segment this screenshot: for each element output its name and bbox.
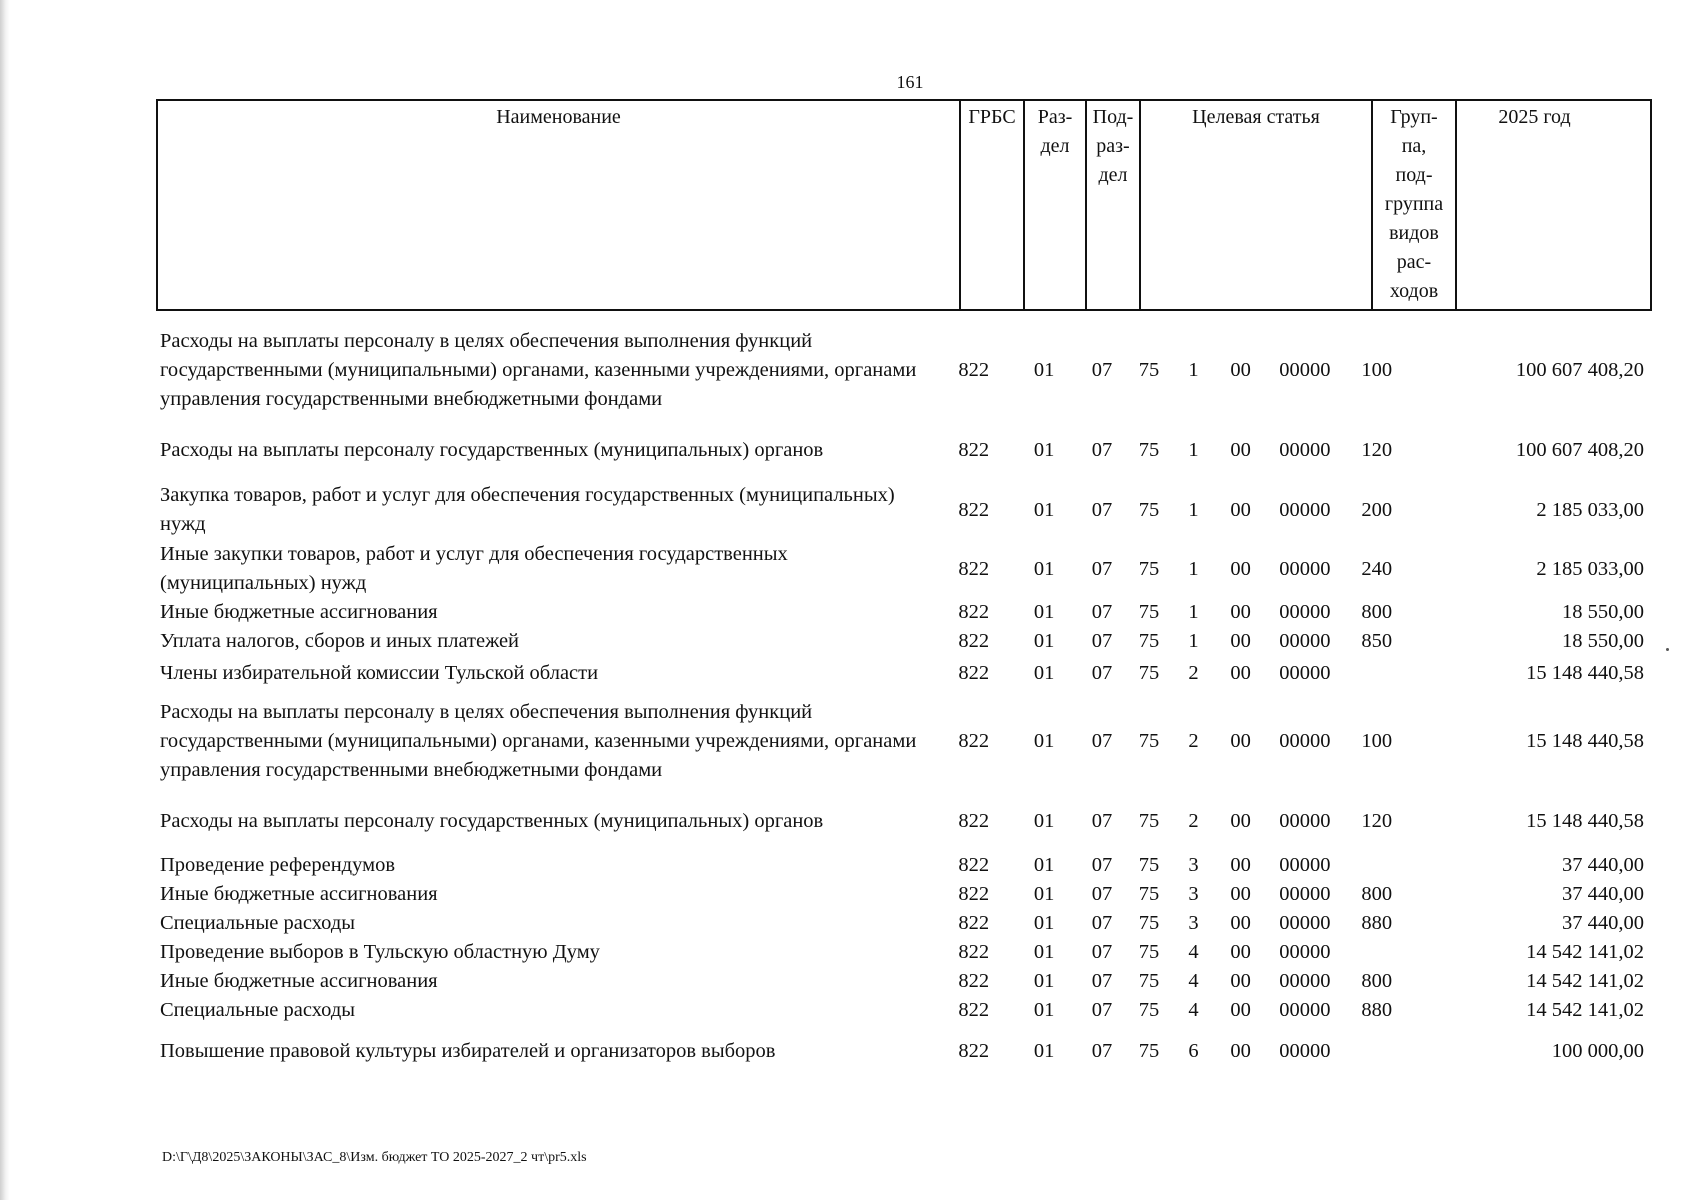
row-target-direction: 00000 — [1279, 854, 1331, 876]
row-name: Иные закупки товаров, работ и услуг для обеспечения государственных (муниципальных) нужд — [160, 543, 788, 594]
row-grbs: 822 — [958, 662, 990, 684]
header-grbs: ГРБС — [960, 100, 1024, 310]
row-target-main: 00 — [1230, 557, 1251, 580]
row-razdel: 01 — [1033, 662, 1055, 684]
row-amount: 14 542 141,02 — [1526, 970, 1644, 992]
table-row — [156, 880, 1656, 909]
row-target-subprogram: 4 — [1188, 999, 1199, 1021]
row-grbs: 822 — [958, 729, 990, 752]
row-target-subprogram: 1 — [1188, 438, 1199, 461]
table-row — [156, 791, 1656, 851]
row-grbs: 822 — [958, 912, 990, 934]
row-podrazdel: 07 — [1091, 729, 1113, 752]
row-target-main: 00 — [1230, 1039, 1251, 1062]
row-target-main: 00 — [1230, 438, 1251, 461]
row-name: Иные бюджетные ассигнования — [160, 883, 438, 905]
row-target-program: 75 — [1138, 630, 1160, 652]
scan-edge — [0, 0, 10, 1200]
row-name: Повышение правовой культуры избирателей и организаторов выборов — [160, 1039, 776, 1062]
row-vid: 200 — [1361, 498, 1393, 521]
row-vid: 800 — [1361, 970, 1393, 992]
row-target-direction: 00000 — [1279, 557, 1331, 580]
row-target-subprogram: 1 — [1188, 630, 1199, 652]
row-grbs: 822 — [958, 498, 990, 521]
row-name: Расходы на выплаты персоналу государственных (муниципальных) органов — [160, 438, 824, 461]
row-podrazdel: 07 — [1091, 557, 1113, 580]
row-target-main: 00 — [1230, 358, 1251, 381]
row-target-program: 75 — [1138, 912, 1160, 934]
row-target-main: 00 — [1230, 999, 1251, 1021]
row-target-main: 00 — [1230, 498, 1251, 521]
row-target-main: 00 — [1230, 662, 1251, 684]
row-podrazdel: 07 — [1091, 970, 1113, 992]
footer-file-path: D:\Г\Д8\2025\ЗАКОНЫ\ЗАС_8\Изм. бюджет ТО 2025-2027_2 чт\pr5.xls — [162, 1150, 587, 1165]
row-target-direction: 00000 — [1279, 809, 1331, 832]
row-name: Проведение выборов в Тульскую областную Думу — [160, 941, 600, 963]
row-target-direction: 00000 — [1279, 941, 1331, 963]
row-target-subprogram: 2 — [1188, 809, 1199, 832]
row-grbs: 822 — [958, 601, 990, 623]
row-target-direction: 00000 — [1279, 438, 1331, 461]
row-razdel: 01 — [1033, 809, 1055, 832]
row-vid: 100 — [1361, 358, 1393, 381]
row-target-subprogram: 1 — [1188, 601, 1199, 623]
table-row — [156, 938, 1656, 967]
table-row — [156, 851, 1656, 880]
table-row — [156, 420, 1656, 480]
table-row — [156, 691, 1656, 791]
row-podrazdel: 07 — [1091, 630, 1113, 652]
row-name: Расходы на выплаты персоналу государственных (муниципальных) органов — [160, 809, 824, 832]
row-grbs: 822 — [958, 557, 990, 580]
row-target-program: 75 — [1138, 809, 1160, 832]
row-amount: 100 000,00 — [1551, 1039, 1644, 1062]
table-row — [156, 1025, 1656, 1077]
row-name: Члены избирательной комиссии Тульской области — [160, 662, 599, 684]
row-amount: 14 542 141,02 — [1526, 941, 1644, 963]
row-amount: 15 148 440,58 — [1526, 809, 1644, 832]
row-target-main: 00 — [1230, 970, 1251, 992]
row-grbs: 822 — [958, 809, 990, 832]
row-grbs: 822 — [958, 999, 990, 1021]
row-name: Специальные расходы — [160, 912, 356, 934]
row-amount: 14 542 141,02 — [1526, 999, 1644, 1021]
row-grbs: 822 — [958, 1039, 990, 1062]
row-target-direction: 00000 — [1279, 1039, 1331, 1062]
row-grbs: 822 — [958, 854, 990, 876]
row-amount: 100 607 408,20 — [1515, 358, 1644, 381]
row-podrazdel: 07 — [1091, 662, 1113, 684]
table-row — [156, 967, 1656, 996]
row-vid: 880 — [1361, 999, 1393, 1021]
row-target-subprogram: 4 — [1188, 970, 1199, 992]
row-name: Расходы на выплаты персоналу в целях обеспечения выполнения функций государственными (муниципальными) органами, казенными учреждениями, органами управления государственными внебюджетными фондами — [160, 700, 917, 781]
row-target-direction: 00000 — [1279, 970, 1331, 992]
row-grbs: 822 — [958, 883, 990, 905]
row-grbs: 822 — [958, 438, 990, 461]
row-podrazdel: 07 — [1091, 438, 1113, 461]
row-razdel: 01 — [1033, 1039, 1055, 1062]
row-target-program: 75 — [1138, 358, 1160, 381]
row-podrazdel: 07 — [1091, 912, 1113, 934]
row-target-direction: 00000 — [1279, 883, 1331, 905]
header-target: Целевая статья — [1140, 100, 1372, 310]
table-row — [156, 320, 1656, 420]
row-target-direction: 00000 — [1279, 912, 1331, 934]
row-podrazdel: 07 — [1091, 854, 1113, 876]
row-target-subprogram: 3 — [1188, 883, 1199, 905]
row-vid: 100 — [1361, 729, 1393, 752]
row-target-program: 75 — [1138, 970, 1160, 992]
row-target-subprogram: 2 — [1188, 729, 1199, 752]
row-target-direction: 00000 — [1279, 498, 1331, 521]
row-amount: 18 550,00 — [1562, 630, 1644, 652]
row-amount: 37 440,00 — [1562, 854, 1644, 876]
row-amount: 2 185 033,00 — [1536, 498, 1644, 521]
row-name: Расходы на выплаты персоналу в целях обеспечения выполнения функций государственными (муниципальными) органами, казенными учреждениями, органами управления государственными внебюджетными фондами — [160, 329, 917, 410]
row-amount: 15 148 440,58 — [1526, 729, 1644, 752]
row-target-program: 75 — [1138, 1039, 1160, 1062]
row-name: Уплата налогов, сборов и иных платежей — [160, 630, 520, 652]
row-razdel: 01 — [1033, 883, 1055, 905]
row-amount: 37 440,00 — [1562, 883, 1644, 905]
scan-speck — [1666, 648, 1669, 651]
row-razdel: 01 — [1033, 970, 1055, 992]
row-name: Специальные расходы — [160, 999, 356, 1021]
row-vid: 240 — [1361, 557, 1393, 580]
page-number: 161 — [896, 72, 924, 92]
row-target-program: 75 — [1138, 999, 1160, 1021]
row-amount: 18 550,00 — [1562, 601, 1644, 623]
row-target-direction: 00000 — [1279, 662, 1331, 684]
row-target-program: 75 — [1138, 438, 1160, 461]
row-razdel: 01 — [1033, 912, 1055, 934]
row-razdel: 01 — [1033, 729, 1055, 752]
row-target-main: 00 — [1230, 601, 1251, 623]
table-row — [156, 996, 1656, 1025]
row-target-main: 00 — [1230, 809, 1251, 832]
row-target-direction: 00000 — [1279, 630, 1331, 652]
table-row — [156, 909, 1656, 938]
table-row — [156, 540, 1656, 598]
row-razdel: 01 — [1033, 630, 1055, 652]
row-target-direction: 00000 — [1279, 601, 1331, 623]
row-razdel: 01 — [1033, 557, 1055, 580]
row-grbs: 822 — [958, 358, 990, 381]
row-target-subprogram: 1 — [1188, 358, 1199, 381]
row-target-program: 75 — [1138, 557, 1160, 580]
row-target-main: 00 — [1230, 941, 1251, 963]
row-grbs: 822 — [958, 630, 990, 652]
row-target-subprogram: 3 — [1188, 854, 1199, 876]
row-vid: 880 — [1361, 912, 1393, 934]
row-target-main: 00 — [1230, 854, 1251, 876]
row-podrazdel: 07 — [1091, 941, 1113, 963]
row-vid: 800 — [1361, 883, 1393, 905]
row-razdel: 01 — [1033, 498, 1055, 521]
row-target-subprogram: 2 — [1188, 662, 1199, 684]
row-target-program: 75 — [1138, 662, 1160, 684]
row-target-main: 00 — [1230, 630, 1251, 652]
table-header — [156, 99, 1652, 311]
row-target-program: 75 — [1138, 498, 1160, 521]
row-razdel: 01 — [1033, 999, 1055, 1021]
row-amount: 100 607 408,20 — [1515, 438, 1644, 461]
row-grbs: 822 — [958, 970, 990, 992]
row-target-subprogram: 3 — [1188, 912, 1199, 934]
row-amount: 2 185 033,00 — [1536, 557, 1644, 580]
header-name: Наименование — [157, 100, 960, 310]
row-podrazdel: 07 — [1091, 1039, 1113, 1062]
table-row — [156, 656, 1656, 691]
row-target-direction: 00000 — [1279, 999, 1331, 1021]
row-podrazdel: 07 — [1091, 809, 1113, 832]
row-name: Иные бюджетные ассигнования — [160, 970, 438, 992]
row-target-subprogram: 6 — [1188, 1039, 1199, 1062]
row-podrazdel: 07 — [1091, 601, 1113, 623]
row-vid: 850 — [1361, 630, 1393, 652]
table-row — [156, 598, 1656, 627]
header-vid: Груп- па, под- группа видов рас- ходов — [1372, 100, 1456, 310]
row-vid: 120 — [1361, 809, 1393, 832]
header-podrazdel: Под- раз- дел — [1086, 100, 1140, 310]
row-target-main: 00 — [1230, 729, 1251, 752]
row-razdel: 01 — [1033, 941, 1055, 963]
table-row — [156, 480, 1656, 540]
row-target-program: 75 — [1138, 883, 1160, 905]
row-vid: 120 — [1361, 438, 1393, 461]
row-target-direction: 00000 — [1279, 729, 1331, 752]
row-amount: 37 440,00 — [1562, 912, 1644, 934]
row-target-program: 75 — [1138, 729, 1160, 752]
row-target-subprogram: 1 — [1188, 557, 1199, 580]
row-name: Иные бюджетные ассигнования — [160, 601, 438, 623]
row-name: Проведение референдумов — [160, 854, 395, 876]
row-razdel: 01 — [1033, 854, 1055, 876]
row-target-program: 75 — [1138, 941, 1160, 963]
row-target-main: 00 — [1230, 883, 1251, 905]
row-podrazdel: 07 — [1091, 883, 1113, 905]
row-name: Закупка товаров, работ и услуг для обеспечения государственных (муниципальных) нужд — [160, 484, 895, 535]
row-amount: 15 148 440,58 — [1526, 662, 1644, 684]
table-body — [156, 320, 1656, 1077]
row-target-direction: 00000 — [1279, 358, 1331, 381]
row-podrazdel: 07 — [1091, 358, 1113, 381]
row-target-subprogram: 1 — [1188, 498, 1199, 521]
row-grbs: 822 — [958, 941, 990, 963]
row-podrazdel: 07 — [1091, 999, 1113, 1021]
row-target-program: 75 — [1138, 854, 1160, 876]
row-target-main: 00 — [1230, 912, 1251, 934]
row-razdel: 01 — [1033, 601, 1055, 623]
row-target-program: 75 — [1138, 601, 1160, 623]
table-row — [156, 627, 1656, 656]
row-vid: 800 — [1361, 601, 1393, 623]
row-razdel: 01 — [1033, 438, 1055, 461]
row-podrazdel: 07 — [1091, 498, 1113, 521]
header-razdel: Раз- дел — [1024, 100, 1086, 310]
header-year: 2025 год — [1456, 100, 1651, 310]
row-target-subprogram: 4 — [1188, 941, 1199, 963]
row-razdel: 01 — [1033, 358, 1055, 381]
